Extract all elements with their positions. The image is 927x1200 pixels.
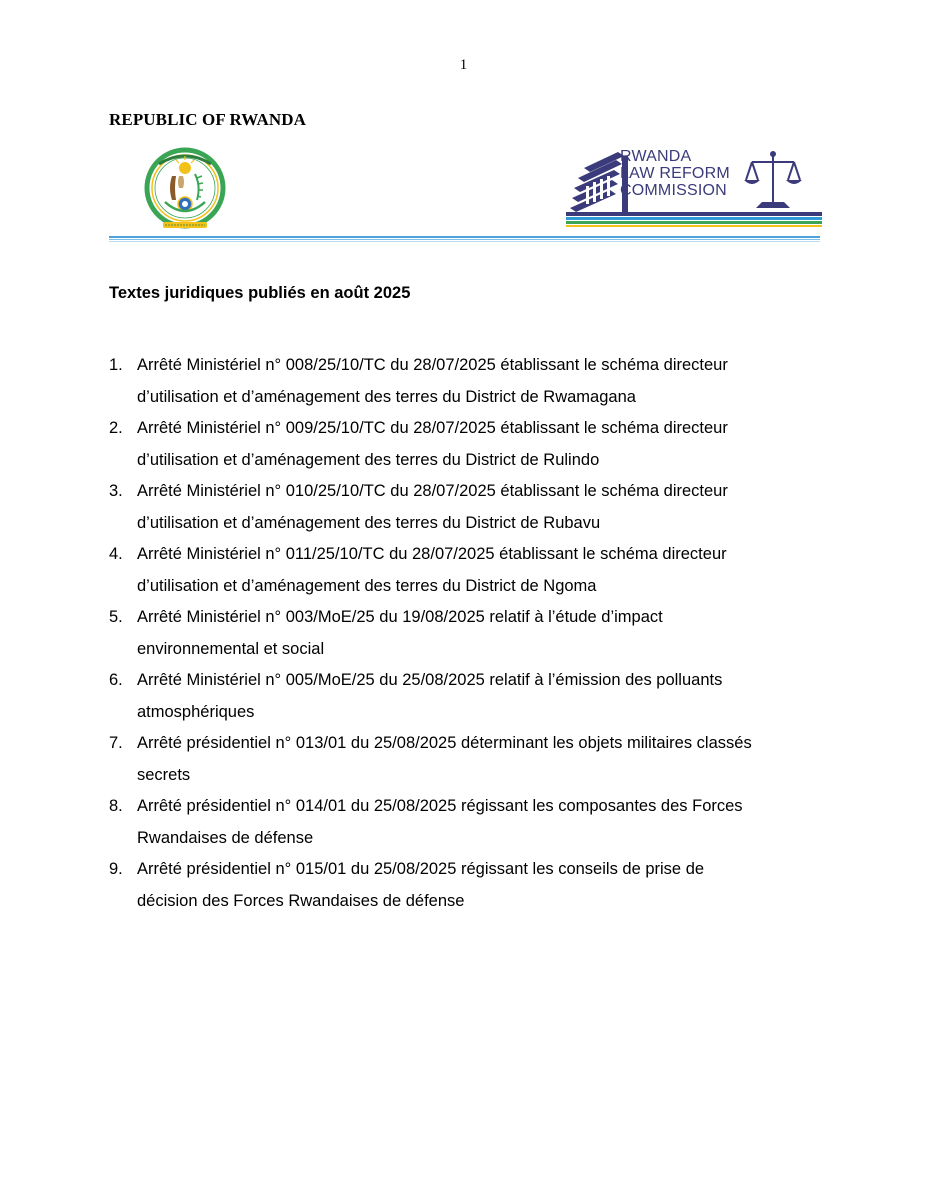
list-item-line: Arrêté Ministériel n° 003/MoE/25 du 19/08/2025 relatif à l’étude d’impact: [137, 608, 663, 626]
list-item-line: Arrêté Ministériel n° 008/25/10/TC du 28/07/2025 établissant le schéma directeur: [137, 356, 728, 374]
list-item: [109, 539, 829, 602]
list-item: [109, 413, 829, 476]
page-number: 1: [459, 57, 468, 73]
list-item-line: d’utilisation et d’aménagement des terres du District de Ngoma: [137, 576, 597, 595]
list-item-number: 1.: [109, 356, 123, 374]
list-item-line: atmosphériques: [137, 702, 255, 721]
list-item-line: Arrêté Ministériel n° 005/MoE/25 du 25/08/2025 relatif à l’émission des polluants: [137, 671, 723, 689]
list-item-number: 8.: [109, 797, 123, 815]
header-divider: [109, 236, 820, 243]
list-item-line: Arrêté Ministériel n° 011/25/10/TC du 28/07/2025 établissant le schéma directeur: [137, 545, 727, 563]
republic-heading: REPUBLIC OF RWANDA: [109, 110, 307, 129]
list-item: [109, 476, 829, 539]
list-item-number: 6.: [109, 671, 123, 689]
list-item-number: 5.: [109, 608, 123, 626]
list-item: [109, 791, 829, 854]
list-item: [109, 854, 829, 917]
list-item-line: Arrêté présidentiel n° 015/01 du 25/08/2025 régissant les conseils de prise de: [137, 860, 705, 878]
law-reform-commission-logo: [566, 146, 822, 228]
list-item-line: Arrêté présidentiel n° 014/01 du 25/08/2025 régissant les composantes des Forces: [137, 797, 743, 815]
list-item-number: 3.: [109, 482, 123, 500]
logo-line-1: RWANDA: [620, 148, 692, 165]
list-item: [109, 665, 829, 728]
list-item: [109, 602, 829, 665]
list-item-line: décision des Forces Rwandaises de défense: [137, 891, 465, 910]
list-item-number: 9.: [109, 860, 123, 878]
list-item-line: d’utilisation et d’aménagement des terres du District de Rubavu: [137, 513, 601, 532]
list-item-line: d’utilisation et d’aménagement des terres du District de Rulindo: [137, 450, 600, 469]
document-title: Textes juridiques publiés en août 2025: [109, 284, 411, 302]
list-item-line: Arrêté présidentiel n° 013/01 du 25/08/2025 déterminant les objets militaires classés: [137, 734, 752, 752]
rwanda-coat-of-arms-icon: [139, 146, 231, 234]
list-item-line: Arrêté Ministériel n° 010/25/10/TC du 28/07/2025 établissant le schéma directeur: [137, 482, 728, 500]
logo-line-2: LAW REFORM: [620, 165, 730, 182]
list-item-number: 7.: [109, 734, 123, 752]
list-item: [109, 728, 829, 791]
list-item-line: Rwandaises de défense: [137, 828, 314, 847]
list-item-line: environnemental et social: [137, 639, 325, 658]
logo-text: [620, 148, 730, 199]
list-item-number: 4.: [109, 545, 123, 563]
list-item-line: d’utilisation et d’aménagement des terres du District de Rwamagana: [137, 387, 636, 406]
logo-line-3: COMMISSION: [620, 182, 727, 199]
list-item-number: 2.: [109, 419, 123, 437]
list-item-line: secrets: [137, 765, 191, 784]
legal-texts-list: [109, 350, 829, 917]
list-item: [109, 350, 829, 413]
list-item-line: Arrêté Ministériel n° 009/25/10/TC du 28/07/2025 établissant le schéma directeur: [137, 419, 728, 437]
